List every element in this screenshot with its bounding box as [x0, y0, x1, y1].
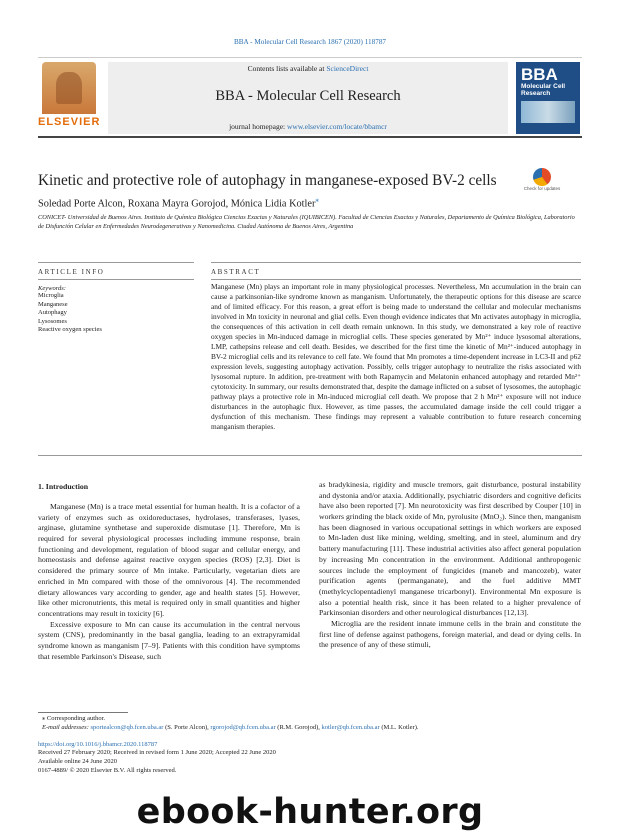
keyword: Reactive oxygen species [38, 326, 102, 334]
divider [211, 262, 581, 263]
elsevier-tree-icon [42, 62, 96, 114]
abstract-text: Manganese (Mn) plays an important role in many physiological processes. Nevertheless, Mn accumulation in the brain can cause a parkinsonian-like syndrome known as manganism. Unfortunately, the therapeutic options for this disease are scarce and of limited efficacy. For this reason, a great effort is being made to understand the cellular and molecular mechanisms involved in Mn toxicity in neuronal and glial cells. Even though evidence indicates that Mn activates autophagy in microglia, the consequences of this activation in cell death remain unknown. In this study, we demonstrated a key role of reactive oxygen species in Mn-induced damage in microglial cells. These species generated by Mn²⁺ induce lysosomal alterations, LMP, cathepsins release and cell death. Besides, we described for the first time the kinetic of Mn²⁺-induced autophagy in BV-2 microglial cells and its relevance to cell fate. We found that Mn promotes a time-dependent increase in LC3-II and p62 expression levels, suggesting autophagy activation. Possibly, cells trigger autophagy to neutralize the risks associated with lysosomal rupture. In addition, pre-treatment with both Rapamycin and Melatonin enhanced autophagy and retarded Mn²⁺ cytotoxicity. In summary, our results demonstrated that, despite the damage inflicted on a subset of lysosomes, the autophagic pathway plays a protective role in Mn-induced microglial cell death. We propose that 2 h Mn²⁺ exposure will not induce disturbances in the autophagic flux. However, as time passes, the accumulated damage inside the cell could trigger a dysfunction of this mechanism. These findings may represent a valuable contribution to future research concerning manganism therapies. [211, 282, 581, 431]
article-info-heading: ARTICLE INFO [38, 268, 105, 276]
body-column-left [38, 502, 300, 662]
doi-link[interactable]: https://doi.org/10.1016/j.bbamcr.2020.118787 [38, 740, 158, 748]
watermark: ebook-hunter.org [136, 792, 484, 832]
check-updates-label: Check for updates [523, 186, 561, 191]
email-line: E-mail addresses: sportealcon@qb.fcen.uba.ar (S. Porte Alcon), rgorojod@qb.fcen.uba.ar (R.M. Gorojod), kotler@qb.fcen.uba.ar (M.L. Kotler). [42, 723, 419, 731]
homepage-link[interactable]: www.elsevier.com/locate/bbamcr [287, 122, 387, 131]
divider [38, 279, 194, 280]
article-title: Kinetic and protective role of autophagy in manganese-exposed BV-2 cells [38, 172, 497, 189]
elsevier-logo [38, 62, 100, 132]
paragraph: Excessive exposure to Mn can cause its accumulation in the central nervous system (CNS), predominantly in the basal ganglia, leading to an extrapyramidal syndrome known as manganism [7–9]. Patients with this condition have symptoms that resemble Parkinson's Disease, such [38, 619, 300, 661]
check-for-updates-button[interactable] [522, 168, 562, 204]
paragraph: as bradykinesia, rigidity and muscle tremors, gait disturbance, postural instability and dystonia and/or ataxia. Additionally, psychiatric disorders and cognitive deficits have also been reported [7]. Mn neurotoxicity was first described by Couper [10] in workers grinding the black oxide of Mn, pyrolusite (MnO₂). Since then, manganism has been diagnosed in various occupational settings in which workers are exposed to Mn-laden dust like mining, welding, smelting, and in steel, aluminum and dry battery manufacturing [11]. These industrial activities also affect general population by increasing Mn concentration in the environment. Additional anthropogenic sources include the employment of fungicides (maneb and mancozeb), water purification agents (permanganate), and the fuel additive MMT (methylcyclopentadienyl manganese tricarbonyl). Environmental Mn exposure is also a potential health risk, since it has been related to a higher prevalence of Parkinsonian disorders and other neurological disturbances [12,13]. [319, 480, 581, 618]
body-column-right [319, 480, 581, 651]
affiliation: CONICET- Universidad de Buenos Aires. Instituto de Química Biológica Ciencias Exactas y Naturales (IQUIBICEN). Facultad de Ciencias Exactas y Naturales, Departamento de Química Biológica, Laboratorio de Disfunción Celular en Enfermedades Neurodegenerativas y Nanomedicina. Ciudad Autónoma de Buenos Aires, Argentina [38, 214, 575, 230]
journal-citation[interactable]: BBA - Molecular Cell Research 1867 (2020) 118787 [233, 38, 387, 46]
keyword: Microglia [38, 292, 64, 299]
corresponding-author-note: ⁎ Corresponding author. [42, 715, 106, 722]
available-online: Available online 24 June 2020 [38, 758, 117, 766]
divider [211, 279, 581, 280]
divider [38, 262, 194, 263]
journal-homepage: journal homepage: www.elsevier.com/locate/bbamcr [229, 122, 387, 131]
journal-title: BBA - Molecular Cell Research [215, 88, 401, 104]
cover-image [521, 101, 575, 123]
footnotes [38, 715, 582, 776]
divider [38, 455, 582, 456]
keyword: Lysosomes [38, 317, 67, 325]
email-link[interactable]: kotler@qb.fcen.uba.ar [321, 723, 380, 731]
abstract-heading: ABSTRACT [211, 268, 261, 276]
section-heading: 1. Introduction [38, 482, 89, 491]
elsevier-wordmark: ELSEVIER [38, 116, 101, 128]
copyright: 0167-4889/ © 2020 Elsevier B.V. All rights reserved. [38, 767, 177, 775]
cover-subtitle: Molecular Cell Research [521, 83, 566, 98]
email-link[interactable]: sportealcon@qb.fcen.uba.ar [90, 723, 164, 731]
check-updates-icon [533, 168, 551, 186]
author-list: Soledad Porte Alcon, Roxana Mayra Gorojod, Mónica Lidia Kotler⁎ [38, 196, 319, 210]
received-dates: Received 27 February 2020; Received in revised form 1 June 2020; Accepted 22 June 2020 [38, 749, 276, 757]
journal-cover [516, 62, 580, 134]
sciencedirect-link[interactable]: ScienceDirect [326, 64, 369, 73]
keywords-label: Keywords: [38, 285, 66, 292]
cover-title: BBA [521, 65, 558, 84]
corresponding-author-mark[interactable]: ⁎ [315, 196, 319, 204]
paragraph: Manganese (Mn) is a trace metal essential for human health. It is a cofactor of a variety of enzymes such as oxidoreductases, hydrolases, transferases, lyases, arginase, glutamine synthetase and superoxide dismutase [1]. Therefore, Mn is required for several physiological processes including immune response, brain functioning and development, regulation of blood sugar and cellular energy, and homeostasis and defense against reactive oxygen species (ROS) [2,3]. Diet is considered the primary source of Mn intake. Particularly, vegetarian diets are enriched in Mn compared with those of the omnivorous [4]. The recommended dietary allowances vary according to gender, age and health states [5]. However, like other micronutrients, this metal is required only in small quantities and higher concentrations may result in toxicity [6]. [38, 502, 300, 618]
email-link[interactable]: rgorojod@qb.fcen.uba.ar [210, 723, 276, 731]
keyword: Manganese [38, 300, 68, 308]
keyword: Autophagy [38, 309, 67, 317]
footnote-divider [38, 712, 128, 713]
contents-line: Contents lists available at ScienceDirect [247, 64, 369, 73]
paragraph: Microglia are the resident innate immune cells in the brain and constitute the first line of defense against pathogens, foreign material, and dead or dying cells. In the presence of any of these stimuli, [319, 618, 581, 650]
keywords-block [38, 285, 194, 335]
